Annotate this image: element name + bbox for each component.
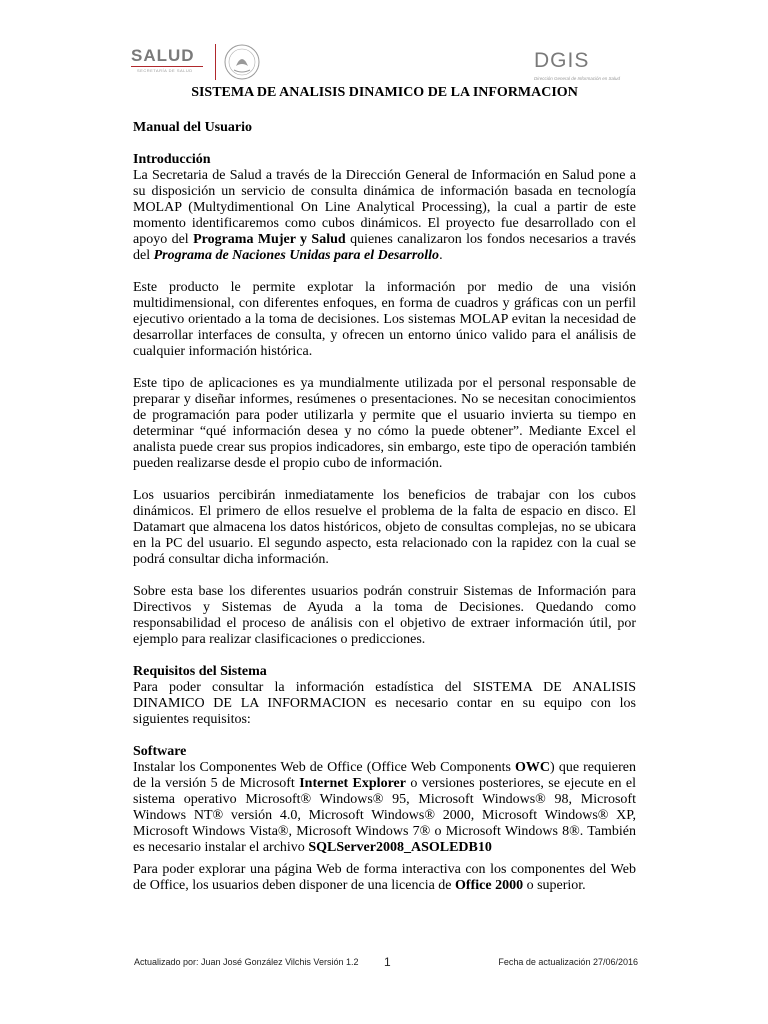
dgis-logo-subtitle: Dirección General de Información en Salud xyxy=(534,76,621,81)
document-title: SISTEMA DE ANALISIS DINAMICO DE LA INFORMACION xyxy=(191,85,578,100)
paragraph-usuarios: Los usuarios percibirán inmediatamente los beneficios de trabajar con los cubos dinámicos. El primero de ellos resuelve el problema de la falta de espacio en disco. El Datamart que almacena los datos históricos, objeto de consultas complejas, no se ubicara en la PC del usuario. El segundo aspecto, esta relacionado con la rapidez con la cual se podrá consultar dicha información. xyxy=(133,488,636,567)
salud-logo xyxy=(131,46,211,76)
document-body xyxy=(133,84,636,894)
requirements-paragraph: Para poder consultar la información estadística del SISTEMA DE ANALISIS DINAMICO DE LA INFORMACION es necesario contar en su equipo con los siguientes requisitos: xyxy=(133,680,636,727)
intro-paragraph: La Secretaria de Salud a través de la Dirección General de Información en Salud pone a su disposición un servicio de consulta dinámica de información basada en tecnología MOLAP (Multydimentional On Line Analytical Processing), la cual a partir de este momento identificaremos como cubos dinámicos. El proyecto fue desarrollado con el apoyo del Programa Mujer y Salud quienes canalizaron los fondos necesarios a través del Programa de Naciones Unidas para el Desarrollo. xyxy=(133,168,636,263)
salud-logo-subtitle: SECRETARÍA DE SALUD xyxy=(137,68,193,73)
page-header xyxy=(0,0,768,84)
footer-author: Actualizado por: Juan José González Vilchis Versión 1.2 xyxy=(134,957,359,967)
dgis-logo-text: DGIS xyxy=(534,49,590,72)
page-footer xyxy=(134,955,638,975)
salud-logo-text: SALUD xyxy=(131,46,195,65)
footer-date: Fecha de actualización 27/06/2016 xyxy=(498,957,638,967)
page-number: 1 xyxy=(384,955,391,969)
intro-heading: Introducción xyxy=(133,152,211,167)
manual-heading: Manual del Usuario xyxy=(133,120,253,135)
paragraph-molap: Este producto le permite explotar la información por medio de una visión multidimensional, con diferentes enfoques, en forma de cuadros y gráficas con un perfil ejecutivo orientado a la toma de decisiones. Los sistemas MOLAP evitan la necesidad de desarrollar interfaces de consulta, y ofrecen un entorno único valido para el análisis de cualquier información histórica. xyxy=(133,280,636,359)
paragraph-sistemas: Sobre esta base los diferentes usuarios podrán construir Sistemas de Información para Directivos y Sistemas de Ayuda a la toma de Decisiones. Quedando como responsabilidad el proceso de análisis con el objetivo de extraer información útil, por ejemplo para realizar clasificaciones o predicciones. xyxy=(133,584,636,647)
mexico-seal-icon xyxy=(222,42,262,82)
programa-mujer-salud: Programa Mujer y Salud xyxy=(193,232,346,247)
programa-pnud: Programa de Naciones Unidas para el Desarrollo xyxy=(153,248,440,263)
software-paragraph: Instalar los Componentes Web de Office (Office Web Components OWC) que requieren de la versión 5 de Microsoft Internet Explorer o versiones posteriores, se ejecute en el sistema operativo Microsoft® Windows® 95, Microsoft Windows® 98, Microsoft Windows NT® versión 4.0, Microsoft Windows® 2000, Microsoft Windows® XP, Microsoft Windows Vista®, Microsoft Windows 7® o Microsoft Windows 8®. También es necesario instalar el archivo SQLServer2008_ASOLEDB10 xyxy=(133,760,636,855)
salud-logo-line xyxy=(131,66,203,67)
dgis-logo xyxy=(534,49,654,79)
requirements-heading: Requisitos del Sistema xyxy=(133,664,267,679)
office-paragraph: Para poder explorar una página Web de forma interactiva con los componentes del Web de Office, los usuarios deben disponer de una licencia de Office 2000 o superior. xyxy=(133,862,636,893)
software-heading: Software xyxy=(133,744,187,759)
paragraph-aplicaciones: Este tipo de aplicaciones es ya mundialmente utilizada por el personal responsable de preparar y diseñar informes, resúmenes o presentaciones. No se necesitan conocimientos de programación para poder utilizarla y permite que el usuario invierta su tiempo en determinar “qué información desea y no cómo la puede obtener”. Mediante Excel el analista puede crear sus propios indicadores, sin embargo, este tipo de operación también pueden realizarse desde el propio cubo de información. xyxy=(133,376,636,471)
header-divider xyxy=(215,44,216,80)
